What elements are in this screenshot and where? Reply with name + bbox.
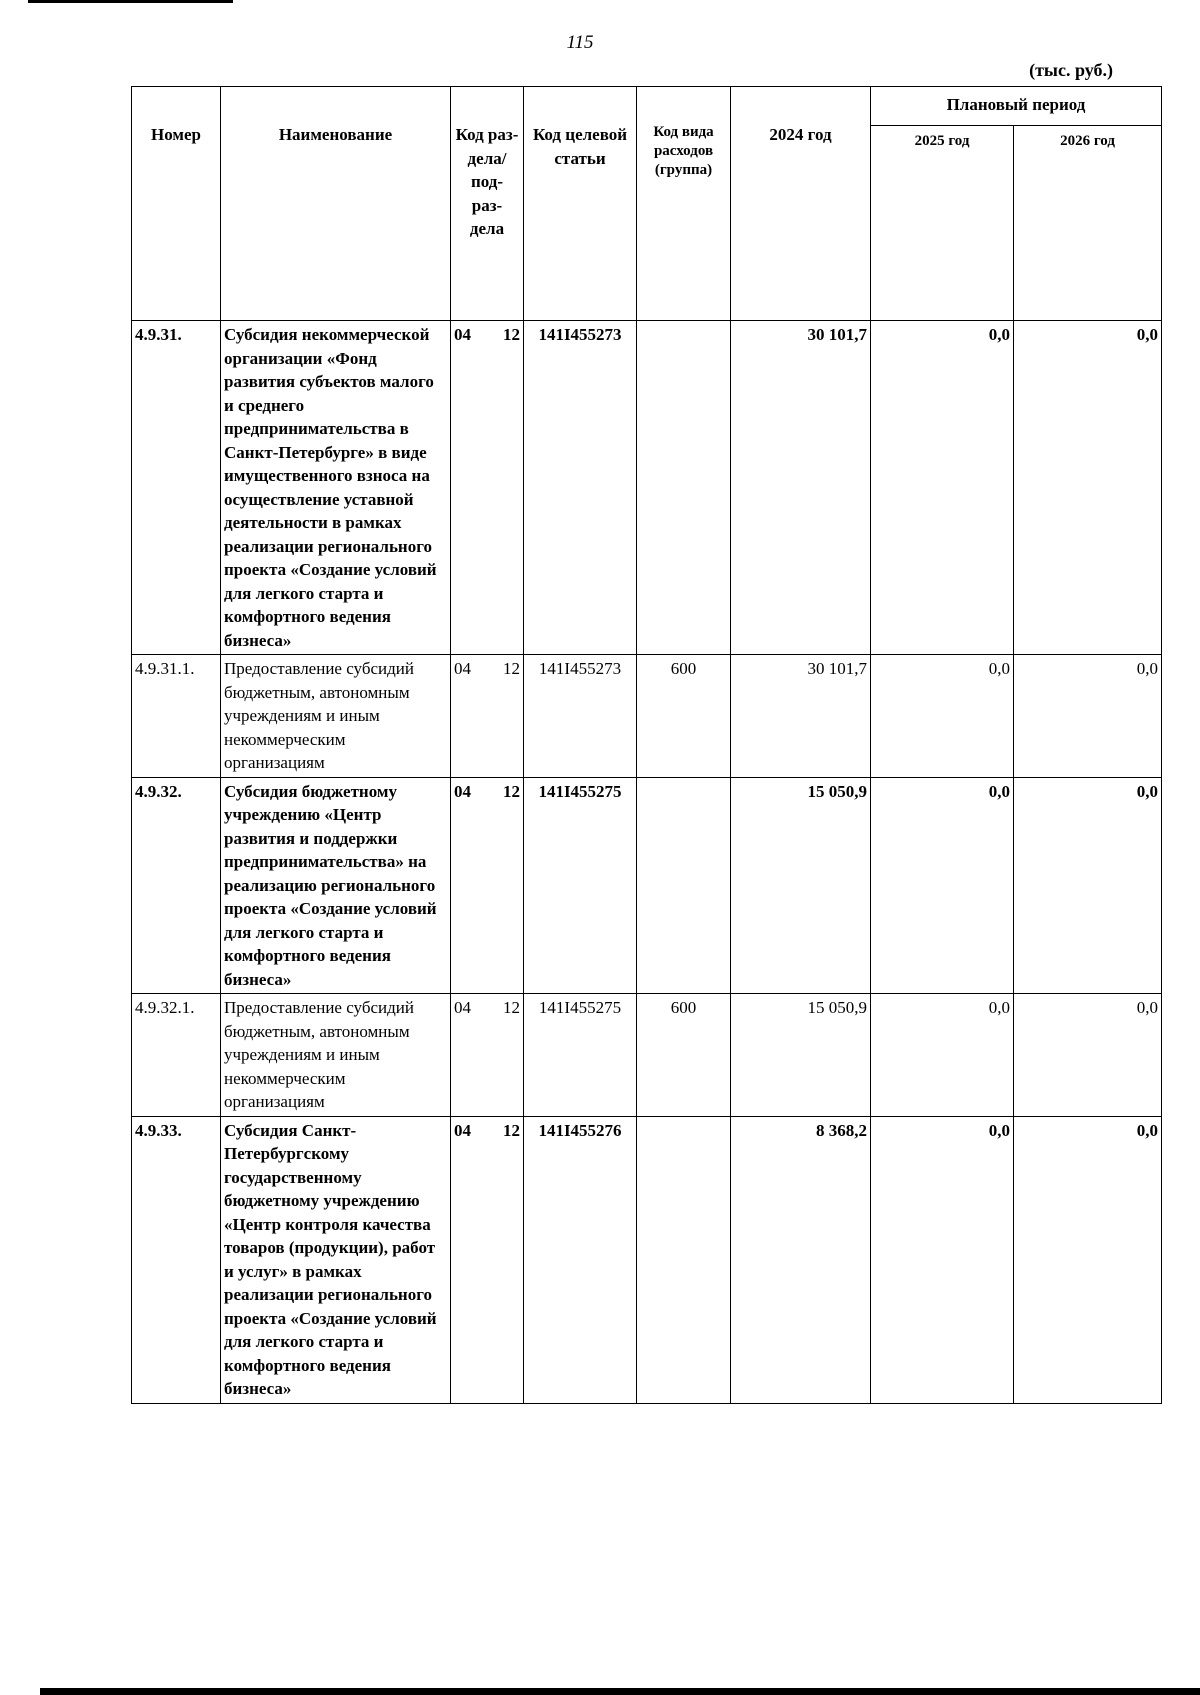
row-section: 04 xyxy=(454,1120,471,1140)
row-2026: 0,0 xyxy=(1014,1116,1162,1403)
row-subsection: 12 xyxy=(503,998,520,1017)
row-number: 4.9.31. xyxy=(132,321,221,655)
row-subsection: 12 xyxy=(503,659,520,678)
header-2025: 2025 год xyxy=(871,126,1014,321)
row-number: 4.9.32.1. xyxy=(132,994,221,1117)
row-2026: 0,0 xyxy=(1014,655,1162,778)
row-target: 141I455273 xyxy=(524,321,637,655)
bottom-rule xyxy=(40,1688,1200,1695)
row-name: Предоставление субсидий бюджетным, автономным учреждениям и иным некоммерческим организациям xyxy=(221,655,451,778)
row-section: 04 xyxy=(454,781,471,801)
row-2026: 0,0 xyxy=(1014,994,1162,1117)
row-2024: 30 101,7 xyxy=(731,321,871,655)
row-name: Предоставление субсидий бюджетным, автономным учреждениям и иным некоммерческим организациям xyxy=(221,994,451,1117)
row-target: 141I455275 xyxy=(524,777,637,994)
table-row xyxy=(132,777,1162,994)
row-subsection: 12 xyxy=(503,1120,520,1140)
header-section: Код раз- дела/ под- раз- дела xyxy=(451,87,524,321)
table-row xyxy=(132,1116,1162,1403)
row-2025: 0,0 xyxy=(871,655,1014,778)
header-2026: 2026 год xyxy=(1014,126,1162,321)
table-row xyxy=(132,655,1162,778)
table-body xyxy=(132,321,1162,1404)
row-2024: 30 101,7 xyxy=(731,655,871,778)
row-2024: 15 050,9 xyxy=(731,994,871,1117)
row-section-code xyxy=(451,994,524,1117)
units-label: (тыс. руб.) xyxy=(1029,60,1113,80)
budget-table xyxy=(131,86,1162,1404)
row-section-code xyxy=(451,777,524,994)
row-section-code xyxy=(451,1116,524,1403)
header-expense-type: Код вида расходов (группа) xyxy=(637,87,731,321)
row-section: 04 xyxy=(454,659,471,678)
top-rule xyxy=(28,0,233,3)
row-expense-type xyxy=(637,1116,731,1403)
row-name: Субсидия Санкт-Петербургскому государственному бюджетному учреждению «Центр контроля качества товаров (продукции), работ и услуг» в рамках реализации регионального проекта «Создание условий для легкого старта и комфортного ведения бизнеса» xyxy=(221,1116,451,1403)
table-row xyxy=(132,994,1162,1117)
header-2024: 2024 год xyxy=(731,87,871,321)
row-expense-type xyxy=(637,321,731,655)
row-number: 4.9.33. xyxy=(132,1116,221,1403)
row-section-code xyxy=(451,321,524,655)
row-expense-type: 600 xyxy=(637,994,731,1117)
row-number: 4.9.31.1. xyxy=(132,655,221,778)
header-name: Наименование xyxy=(221,87,451,321)
row-name: Субсидия бюджетному учреждению «Центр развития и поддержки предпринимательства» на реализацию регионального проекта «Создание условий для легкого старта и комфортного ведения бизнеса» xyxy=(221,777,451,994)
header-row xyxy=(132,87,1162,126)
row-section-code xyxy=(451,655,524,778)
row-2026: 0,0 xyxy=(1014,321,1162,655)
row-expense-type: 600 xyxy=(637,655,731,778)
row-2024: 8 368,2 xyxy=(731,1116,871,1403)
table-row xyxy=(132,321,1162,655)
header-number: Номер xyxy=(132,87,221,321)
row-subsection: 12 xyxy=(503,781,520,801)
header-target: Код целевой статьи xyxy=(524,87,637,321)
row-target: 141I455276 xyxy=(524,1116,637,1403)
row-2025: 0,0 xyxy=(871,1116,1014,1403)
row-target: 141I455275 xyxy=(524,994,637,1117)
row-2025: 0,0 xyxy=(871,777,1014,994)
row-subsection: 12 xyxy=(503,325,520,344)
row-2025: 0,0 xyxy=(871,321,1014,655)
row-2026: 0,0 xyxy=(1014,777,1162,994)
row-expense-type xyxy=(637,777,731,994)
row-2024: 15 050,9 xyxy=(731,777,871,994)
header-planned-period: Плановый период xyxy=(871,87,1162,126)
row-number: 4.9.32. xyxy=(132,777,221,994)
row-name: Субсидия некоммерческой организации «Фонд развития субъектов малого и среднего предпринимательства в Санкт-Петербурге» в виде имущественного взноса на осуществление уставной деятельности в рамках реализации регионального проекта «Создание условий для легкого старта и комфортного ведения бизнеса» xyxy=(221,321,451,655)
row-section: 04 xyxy=(454,998,471,1017)
row-section: 04 xyxy=(454,325,471,344)
row-2025: 0,0 xyxy=(871,994,1014,1117)
page-number: 115 xyxy=(566,32,594,53)
row-target: 141I455273 xyxy=(524,655,637,778)
